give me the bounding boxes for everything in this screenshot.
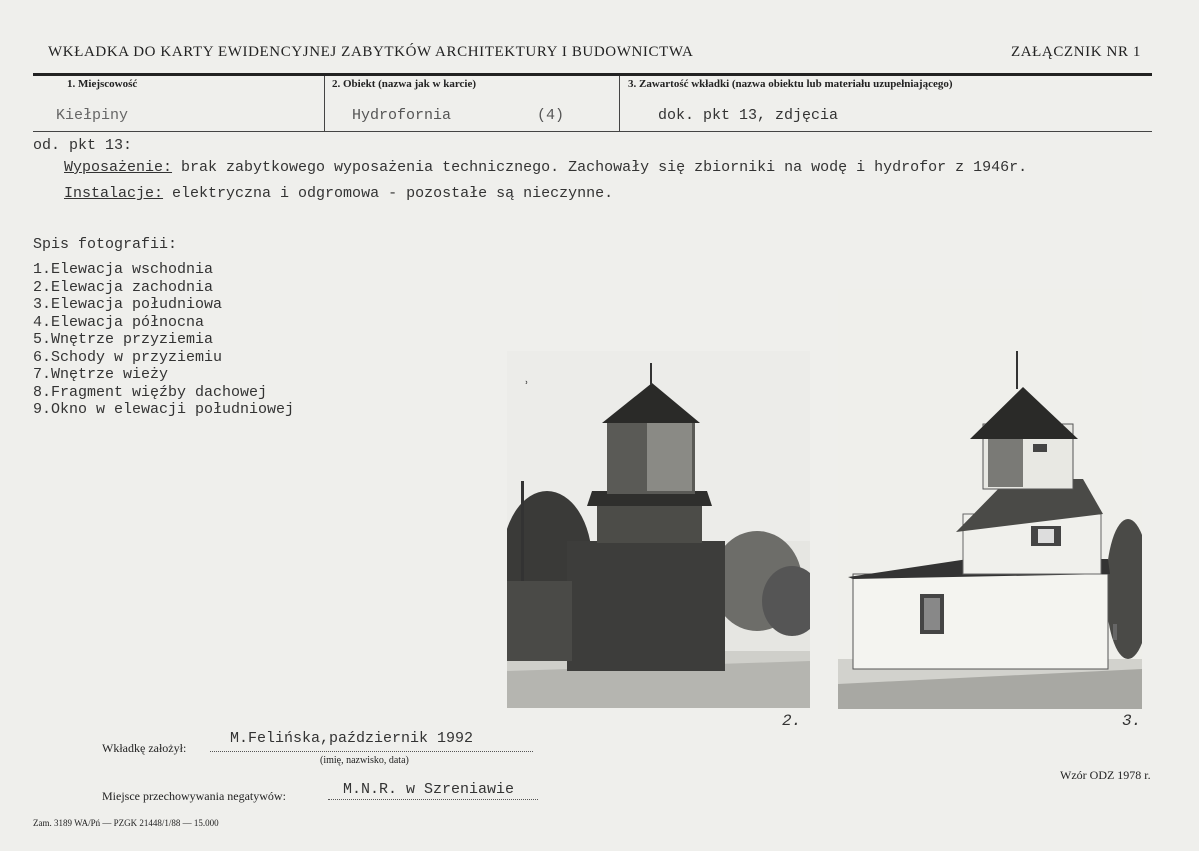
photo-number-3: 3. <box>1122 712 1142 730</box>
founded-value: M.Felińska,październik 1992 <box>230 730 474 747</box>
photo-west-elevation <box>507 351 810 708</box>
storage-label: Miejsce przechowywania negatywów: <box>102 789 286 803</box>
object-value: Hydrofornia <box>352 107 452 124</box>
table-bottom-rule <box>33 131 1152 132</box>
installation-label: Instalacje: <box>64 185 164 202</box>
equipment-text: brak zabytkowego wyposażenia technicznego. Zachowały się zbiorniki na wodę i hydrofor z 1946r. <box>172 159 1028 176</box>
object-label: 2. Obiekt (nazwa jak w karcie) <box>332 78 477 90</box>
content-label: 3. Zawartość wkładki (nazwa obiektu lub materiału uzupełniającego) <box>628 78 953 90</box>
storage-value: M.N.R. w Szreniawie <box>343 781 515 798</box>
content-value: dok. pkt 13, zdjęcia <box>658 107 839 124</box>
form-title: WKŁADKA DO KARTY EWIDENCYJNEJ ZABYTKÓW ARCHITEKTURY I BUDOWNICTWA <box>48 44 694 60</box>
list-item: 8.Fragment więźby dachowej <box>33 383 268 401</box>
list-item: 1.Elewacja wschodnia <box>33 261 214 278</box>
photo-south-elevation <box>838 289 1142 709</box>
photo-list-title: Spis fotografii: <box>33 236 178 253</box>
founded-hint: (imię, nazwisko, data) <box>320 755 409 766</box>
attachment-number: ZAŁĄCZNIK NR 1 <box>1010 44 1141 60</box>
equipment-paragraph <box>64 156 1027 180</box>
locality-value: Kiełpiny <box>56 107 129 124</box>
equipment-label: Wyposażenie: <box>64 159 173 176</box>
continuation-note: od. pkt 13: <box>33 137 133 154</box>
tower-photo-image <box>838 289 1142 709</box>
installation-text: elektryczna i odgromowa - pozostałe są nieczynne. <box>163 185 614 202</box>
list-item: 4.Elewacja północna <box>33 313 205 331</box>
locality-label: 1. Miejscowość <box>67 78 138 90</box>
list-item: 6.Schody w przyziemiu <box>33 348 223 366</box>
photo-list <box>33 261 294 419</box>
list-item: 3.Elewacja południowa <box>33 296 223 313</box>
form-reference: Wzór ODZ 1978 r. <box>1060 768 1151 782</box>
installation-paragraph <box>64 182 613 206</box>
list-item: 2.Elewacja zachodnia <box>33 278 214 296</box>
photo-number-2: 2. <box>782 712 802 730</box>
print-reference: Zam. 3189 WA/Pń — PZGK 21448/1/88 — 15.000 <box>33 818 219 828</box>
svg-text:᠈: ᠈ <box>525 378 528 388</box>
founded-label: Wkładkę założył: <box>102 741 187 755</box>
tower-photo-image <box>507 351 810 708</box>
list-item: 9.Okno w elewacji południowej <box>33 401 295 418</box>
header-rule <box>33 73 1152 76</box>
object-number: (4) <box>537 107 565 124</box>
list-item: 7.Wnętrze wieży <box>33 366 169 383</box>
list-item: 5.Wnętrze przyziemia <box>33 331 214 348</box>
column-divider <box>324 76 325 132</box>
column-divider <box>619 76 620 132</box>
